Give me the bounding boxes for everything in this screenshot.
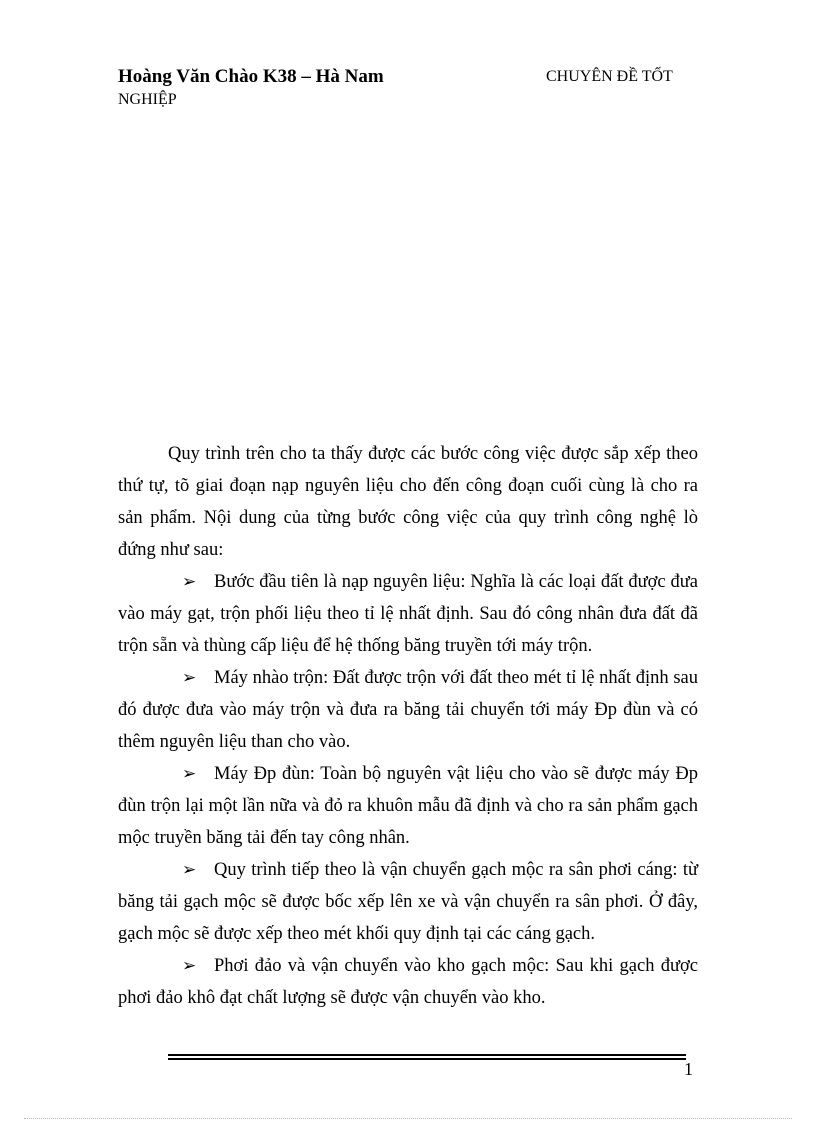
arrow-bullet-icon: ➢ <box>182 764 197 783</box>
arrow-bullet-icon: ➢ <box>182 860 197 879</box>
footer-double-rule <box>168 1054 686 1062</box>
bullet-text: Máy nhào trộn: Đất được trộn với đất theo mét tỉ lệ nhất định sau đó được đưa vào máy trộn và đưa ra băng tải chuyển tới máy Đp đùn và có thêm nguyên liệu than cho vào. <box>118 668 698 752</box>
page-number: 1 <box>684 1059 693 1079</box>
author-line: Hoàng Văn Chào K38 – Hà Nam <box>118 66 384 87</box>
bullet-text: Bước đầu tiên là nạp nguyên liệu: Nghĩa là các loại đất được đưa vào máy gạt, trộn phối liệu theo tỉ lệ nhất định. Sau đó công nhân đưa đất đã trộn sẵn và thùng cấp liệu để hệ thống băng truyền tới máy trộn. <box>118 572 698 656</box>
bullet-item <box>118 758 698 854</box>
main-content <box>118 438 698 1014</box>
footer-rule-bottom <box>168 1058 686 1060</box>
arrow-bullet-icon: ➢ <box>182 668 197 687</box>
bullet-text: Máy Đp đùn: Toàn bộ nguyên vật liệu cho vào sẽ được máy Đp đùn trộn lại một lần nữa và đỏ ra khuôn mẫu đã định và cho ra sản phẩm gạch mộc truyền băng tải đến tay công nhân. <box>118 764 698 848</box>
bullet-item <box>118 566 698 662</box>
document-title: CHUYÊN ĐỀ TỐT <box>546 68 673 85</box>
bullet-text: Quy trình tiếp theo là vận chuyển gạch mộc ra sân phơi cáng: từ băng tải gạch mộc sẽ được bốc xếp lên xe và vận chuyển ra sân phơi. Ở đây, gạch mộc sẽ được xếp theo mét khối quy định tại các cáng gạch. <box>118 860 698 944</box>
bullet-text: Phơi đảo và vận chuyển vào kho gạch mộc: Sau khi gạch được phơi đảo khô đạt chất lượng sẽ được vận chuyển vào kho. <box>118 956 698 1008</box>
arrow-bullet-icon: ➢ <box>182 572 197 591</box>
arrow-bullet-icon: ➢ <box>182 956 197 975</box>
bullet-item <box>118 662 698 758</box>
bullet-item <box>118 854 698 950</box>
page-bottom-divider <box>24 1118 792 1119</box>
footer-rule-top <box>168 1054 686 1056</box>
intro-paragraph: Quy trình trên cho ta thấy được các bước công việc được sắp xếp theo thứ tự, tõ giai đoạn nạp nguyên liệu cho đến công đoạn cuối cùng là cho ra sản phẩm. Nội dung của từng bước công việc của quy trình công nghệ lò đứng như sau: <box>118 444 698 560</box>
bullet-item <box>118 950 698 1014</box>
page-header <box>118 64 698 114</box>
document-title-continued: NGHIỆP <box>118 91 177 108</box>
